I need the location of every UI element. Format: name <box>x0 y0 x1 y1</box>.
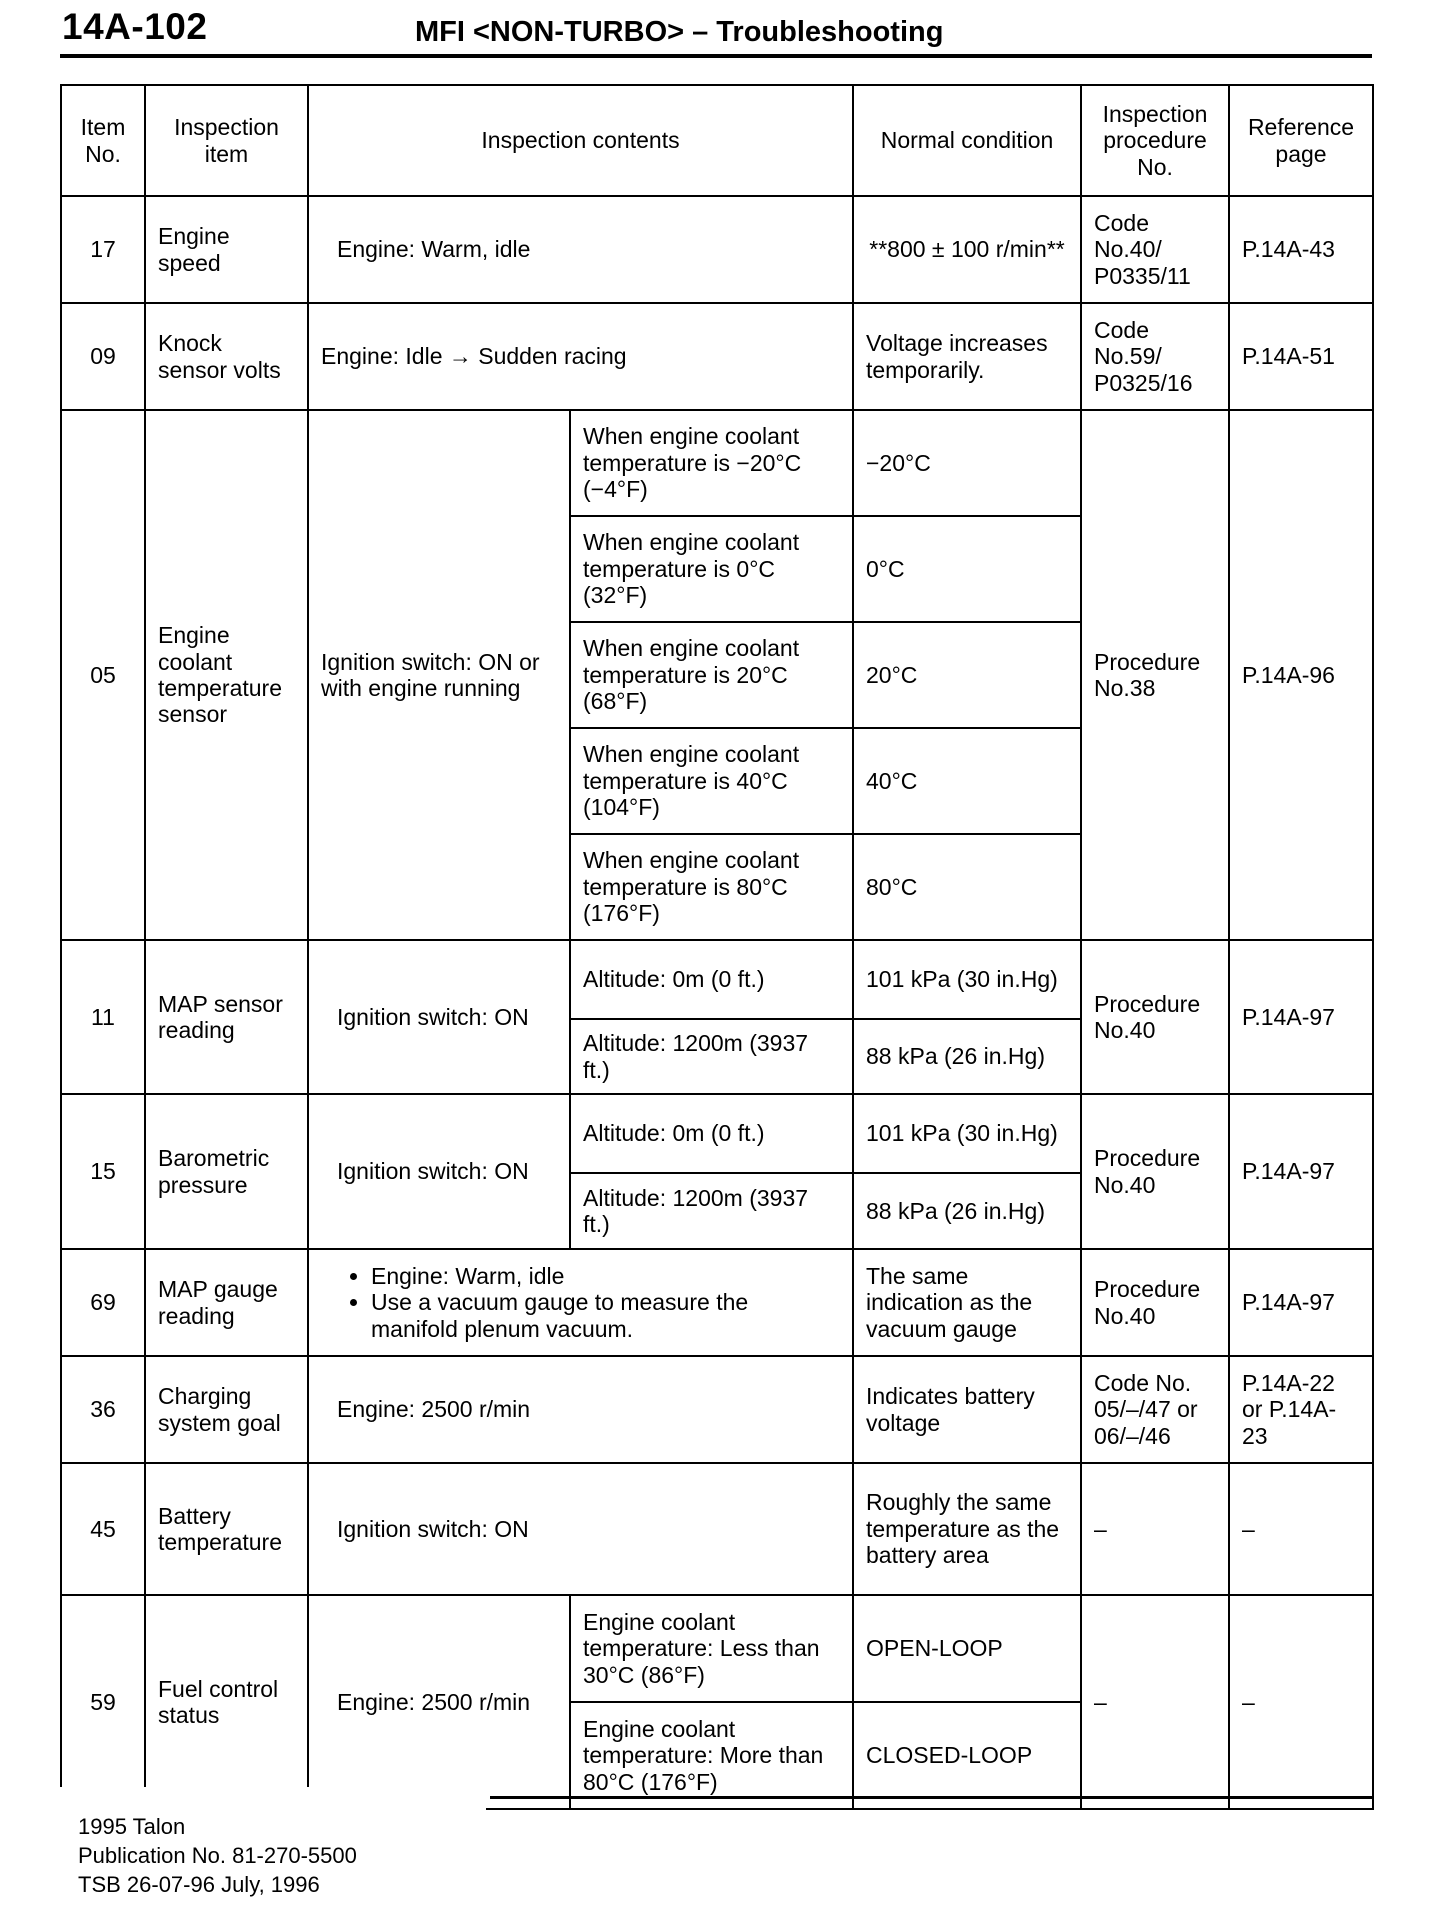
inspection-contents: Ignition switch: ON <box>308 1463 853 1595</box>
item-no: 45 <box>61 1463 145 1595</box>
normal-condition: Roughly the same temperature as the battery area <box>853 1463 1081 1595</box>
inspection-contents: Engine: Warm, idle <box>308 196 853 303</box>
normal-condition: 101 kPa (30 in.Hg) <box>853 1094 1081 1173</box>
procedure-no: Procedure No.40 <box>1081 1249 1229 1356</box>
bottom-rule <box>490 1796 1372 1799</box>
footer-model: 1995 Talon <box>78 1814 186 1839</box>
normal-condition: 80°C <box>853 834 1081 940</box>
reference-page: P.14A-96 <box>1229 410 1373 940</box>
procedure-no: Procedure No.40 <box>1081 940 1229 1094</box>
table-row <box>61 1249 1373 1356</box>
normal-condition: 40°C <box>853 728 1081 834</box>
reference-page: P.14A-51 <box>1229 303 1373 410</box>
normal-condition: 20°C <box>853 622 1081 728</box>
inspection-contents: Engine: 2500 r/min <box>308 1356 853 1463</box>
inspection-item: Engine coolant temperature sensor <box>145 410 308 940</box>
footer-publication: Publication No. 81-270-5500 <box>78 1843 357 1868</box>
normal-condition: The same indication as the vacuum gauge <box>853 1249 1081 1356</box>
inspection-contents: Engine: 2500 r/min <box>308 1595 570 1809</box>
table-row <box>61 1595 1373 1702</box>
condition-when: When engine coolant temperature is 80°C (176°F) <box>570 834 853 940</box>
normal-condition: **800 ± 100 r/min** <box>853 196 1081 303</box>
reference-page: – <box>1229 1463 1373 1595</box>
inspection-item: Battery temperature <box>145 1463 308 1595</box>
procedure-no: Code No.40/ P0335/11 <box>1081 196 1229 303</box>
col-header-normal-condition: Normal condition <box>853 85 1081 196</box>
condition-when: Altitude: 1200m (3937 ft.) <box>570 1173 853 1249</box>
footer <box>78 1812 357 1899</box>
procedure-no: Code No.59/ P0325/16 <box>1081 303 1229 410</box>
inspection-contents: Engine: Idle → Sudden racing <box>308 303 853 410</box>
header-rule <box>60 54 1372 58</box>
condition-when: When engine coolant temperature is 40°C (104°F) <box>570 728 853 834</box>
table-row <box>61 1463 1373 1595</box>
inspection-item: MAP gauge reading <box>145 1249 308 1356</box>
item-no: 69 <box>61 1249 145 1356</box>
reference-page: P.14A-97 <box>1229 940 1373 1094</box>
normal-condition: −20°C <box>853 410 1081 516</box>
col-header-procedure-no: Inspection procedure No. <box>1081 85 1229 196</box>
col-header-reference-page: Reference page <box>1229 85 1373 196</box>
table-row <box>61 940 1373 1019</box>
page-number: 14A-102 <box>62 6 208 47</box>
normal-condition: Voltage increases temporarily. <box>853 303 1081 410</box>
normal-condition: Indicates battery voltage <box>853 1356 1081 1463</box>
reference-page: P.14A-22 or P.14A-23 <box>1229 1356 1373 1463</box>
inspection-item: Knock sensor volts <box>145 303 308 410</box>
reference-page: – <box>1229 1595 1373 1809</box>
normal-condition: CLOSED-LOOP <box>853 1702 1081 1809</box>
item-no: 09 <box>61 303 145 410</box>
normal-condition: 88 kPa (26 in.Hg) <box>853 1019 1081 1094</box>
item-no: 59 <box>61 1595 145 1809</box>
procedure-no: Procedure No.38 <box>1081 410 1229 940</box>
inspection-contents: Ignition switch: ON or with engine running <box>308 410 570 940</box>
inspection-contents: Ignition switch: ON <box>308 1094 570 1249</box>
table-row <box>61 410 1373 516</box>
table-row <box>61 1094 1373 1173</box>
procedure-no: Code No. 05/–/47 or 06/–/46 <box>1081 1356 1229 1463</box>
inspection-item: MAP sensor reading <box>145 940 308 1094</box>
condition-when: Altitude: 0m (0 ft.) <box>570 940 853 1019</box>
col-header-inspection-item: Inspection item <box>145 85 308 196</box>
inspection-item: Charging system goal <box>145 1356 308 1463</box>
condition-when: Engine coolant temperature: Less than 30°C (86°F) <box>570 1595 853 1702</box>
reference-page: P.14A-43 <box>1229 196 1373 303</box>
procedure-no: Procedure No.40 <box>1081 1094 1229 1249</box>
table-header-row <box>61 85 1373 196</box>
normal-condition: 101 kPa (30 in.Hg) <box>853 940 1081 1019</box>
item-no: 36 <box>61 1356 145 1463</box>
procedure-no: – <box>1081 1463 1229 1595</box>
table-row <box>61 1356 1373 1463</box>
page-title: MFI <NON-TURBO> – Troubleshooting <box>415 16 944 48</box>
condition-when: When engine coolant temperature is 0°C (32°F) <box>570 516 853 622</box>
table-row <box>61 196 1373 303</box>
col-header-item-no: Item No. <box>61 85 145 196</box>
normal-condition: 88 kPa (26 in.Hg) <box>853 1173 1081 1249</box>
condition-when: Altitude: 0m (0 ft.) <box>570 1094 853 1173</box>
inspection-item: Engine speed <box>145 196 308 303</box>
normal-condition: OPEN-LOOP <box>853 1595 1081 1702</box>
inspection-item: Barometric pressure <box>145 1094 308 1249</box>
normal-condition: 0°C <box>853 516 1081 622</box>
reference-page: P.14A-97 <box>1229 1094 1373 1249</box>
list-item: • Engine: Warm, idle <box>371 1263 840 1289</box>
item-no: 05 <box>61 410 145 940</box>
procedure-no: – <box>1081 1595 1229 1809</box>
inspection-contents: Ignition switch: ON <box>308 940 570 1094</box>
bullet-list <box>321 1263 840 1342</box>
item-no: 17 <box>61 196 145 303</box>
condition-when: Altitude: 1200m (3937 ft.) <box>570 1019 853 1094</box>
footer-tsb: TSB 26-07-96 July, 1996 <box>78 1872 320 1897</box>
condition-when: When engine coolant temperature is 20°C (68°F) <box>570 622 853 728</box>
inspection-table <box>60 84 1374 1810</box>
inspection-item: Fuel control status <box>145 1595 308 1809</box>
item-no: 11 <box>61 940 145 1094</box>
table-row <box>61 303 1373 410</box>
col-header-inspection-contents: Inspection contents <box>308 85 853 196</box>
reference-page: P.14A-97 <box>1229 1249 1373 1356</box>
list-item: • Use a vacuum gauge to measure the manifold plenum vacuum. <box>371 1289 840 1342</box>
condition-when: Engine coolant temperature: More than 80°C (176°F) <box>570 1702 853 1809</box>
condition-when: When engine coolant temperature is −20°C (−4°F) <box>570 410 853 516</box>
item-no: 15 <box>61 1094 145 1249</box>
inspection-contents <box>308 1249 853 1356</box>
